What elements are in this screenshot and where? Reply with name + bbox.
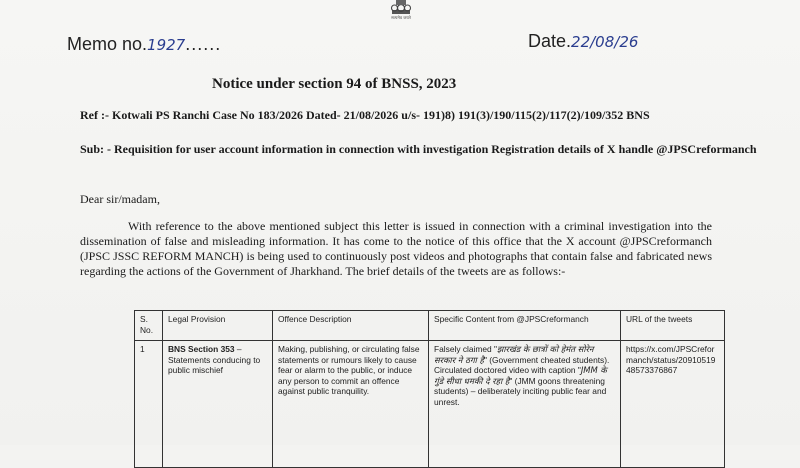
tweets-table (134, 310, 725, 468)
provision-section: BNS Section 353 (168, 344, 235, 354)
content-part-2: " (Government cheated students). Circulated doctored video with caption " (434, 354, 610, 375)
memo-line (67, 34, 221, 55)
cell-specific-content (429, 341, 621, 468)
notice-title: Notice under section 94 of BNSS, 2023 (212, 76, 457, 92)
cell-legal-provision (163, 341, 273, 468)
reference-line: Ref :- Kotwali PS Ranchi Case No 183/2026 Dated- 21/08/2026 u/s- 191)8) 191(3)/190/115(2)/117(2)/109/352 BNS (80, 108, 650, 122)
header-url: URL of the tweets (621, 311, 725, 341)
content-part-1: Falsely claimed " (434, 344, 498, 354)
salutation: Dear sir/madam, (80, 192, 160, 206)
subject-line: Sub: - Requisition for user account information in connection with investigation Registration details of X handle @JPSCreformanch (80, 142, 757, 156)
national-emblem-icon (388, 0, 414, 16)
table-row (135, 341, 725, 468)
content-part-3: " (JMM goons threatening students) – deliberately inciting public fear and unrest. (434, 375, 607, 407)
header-sno: S. No. (135, 311, 163, 341)
header-specific-content: Specific Content from @JPSCreformanch (429, 311, 621, 341)
table-header-row (135, 311, 725, 341)
emblem-caption: सत्यमेव जयते (391, 15, 411, 20)
memo-number: 1927 (147, 36, 186, 54)
content-hindi-1: झारखंड के छात्रों को हेमंत सोरेन सरकार ने ठगा है (434, 344, 594, 365)
content-hindi-2: JMM के गुंडे सीधा धमकी दे रहा है (434, 365, 607, 386)
memo-label: Memo no. (67, 34, 148, 54)
header-offence-description: Offence Description (273, 311, 429, 341)
memo-dots: ...... (185, 34, 222, 54)
date-label: Date. (528, 31, 572, 51)
cell-offence-description: Making, publishing, or circulating false statements or rumours likely to cause fear or alarm to the public, or induce any person to commit an offence against public tranquility. (273, 341, 429, 468)
cell-tweet-url: https://x.com/JPSCreformanch/status/2091051948573376867 (621, 341, 725, 468)
date-line (528, 31, 638, 52)
date-value: 22/08/26 (571, 33, 639, 51)
body-paragraph: With reference to the above mentioned subject this letter is issued in connection with a criminal investigation into the dissemination of false and misleading information. It has come to the notice of this office that the X account @JPSCreformanch (JPSC JSSC REFORM MANCH) is being used to continuously post videos and photographs that contain false and fabricated news regarding the actions of the Government of Jharkhand. The brief details of the tweets are as follows:- (80, 219, 712, 278)
cell-sno: 1 (135, 341, 163, 468)
header-legal-provision: Legal Provision (163, 311, 273, 341)
provision-text: – Statements conducing to public mischief (168, 344, 261, 375)
